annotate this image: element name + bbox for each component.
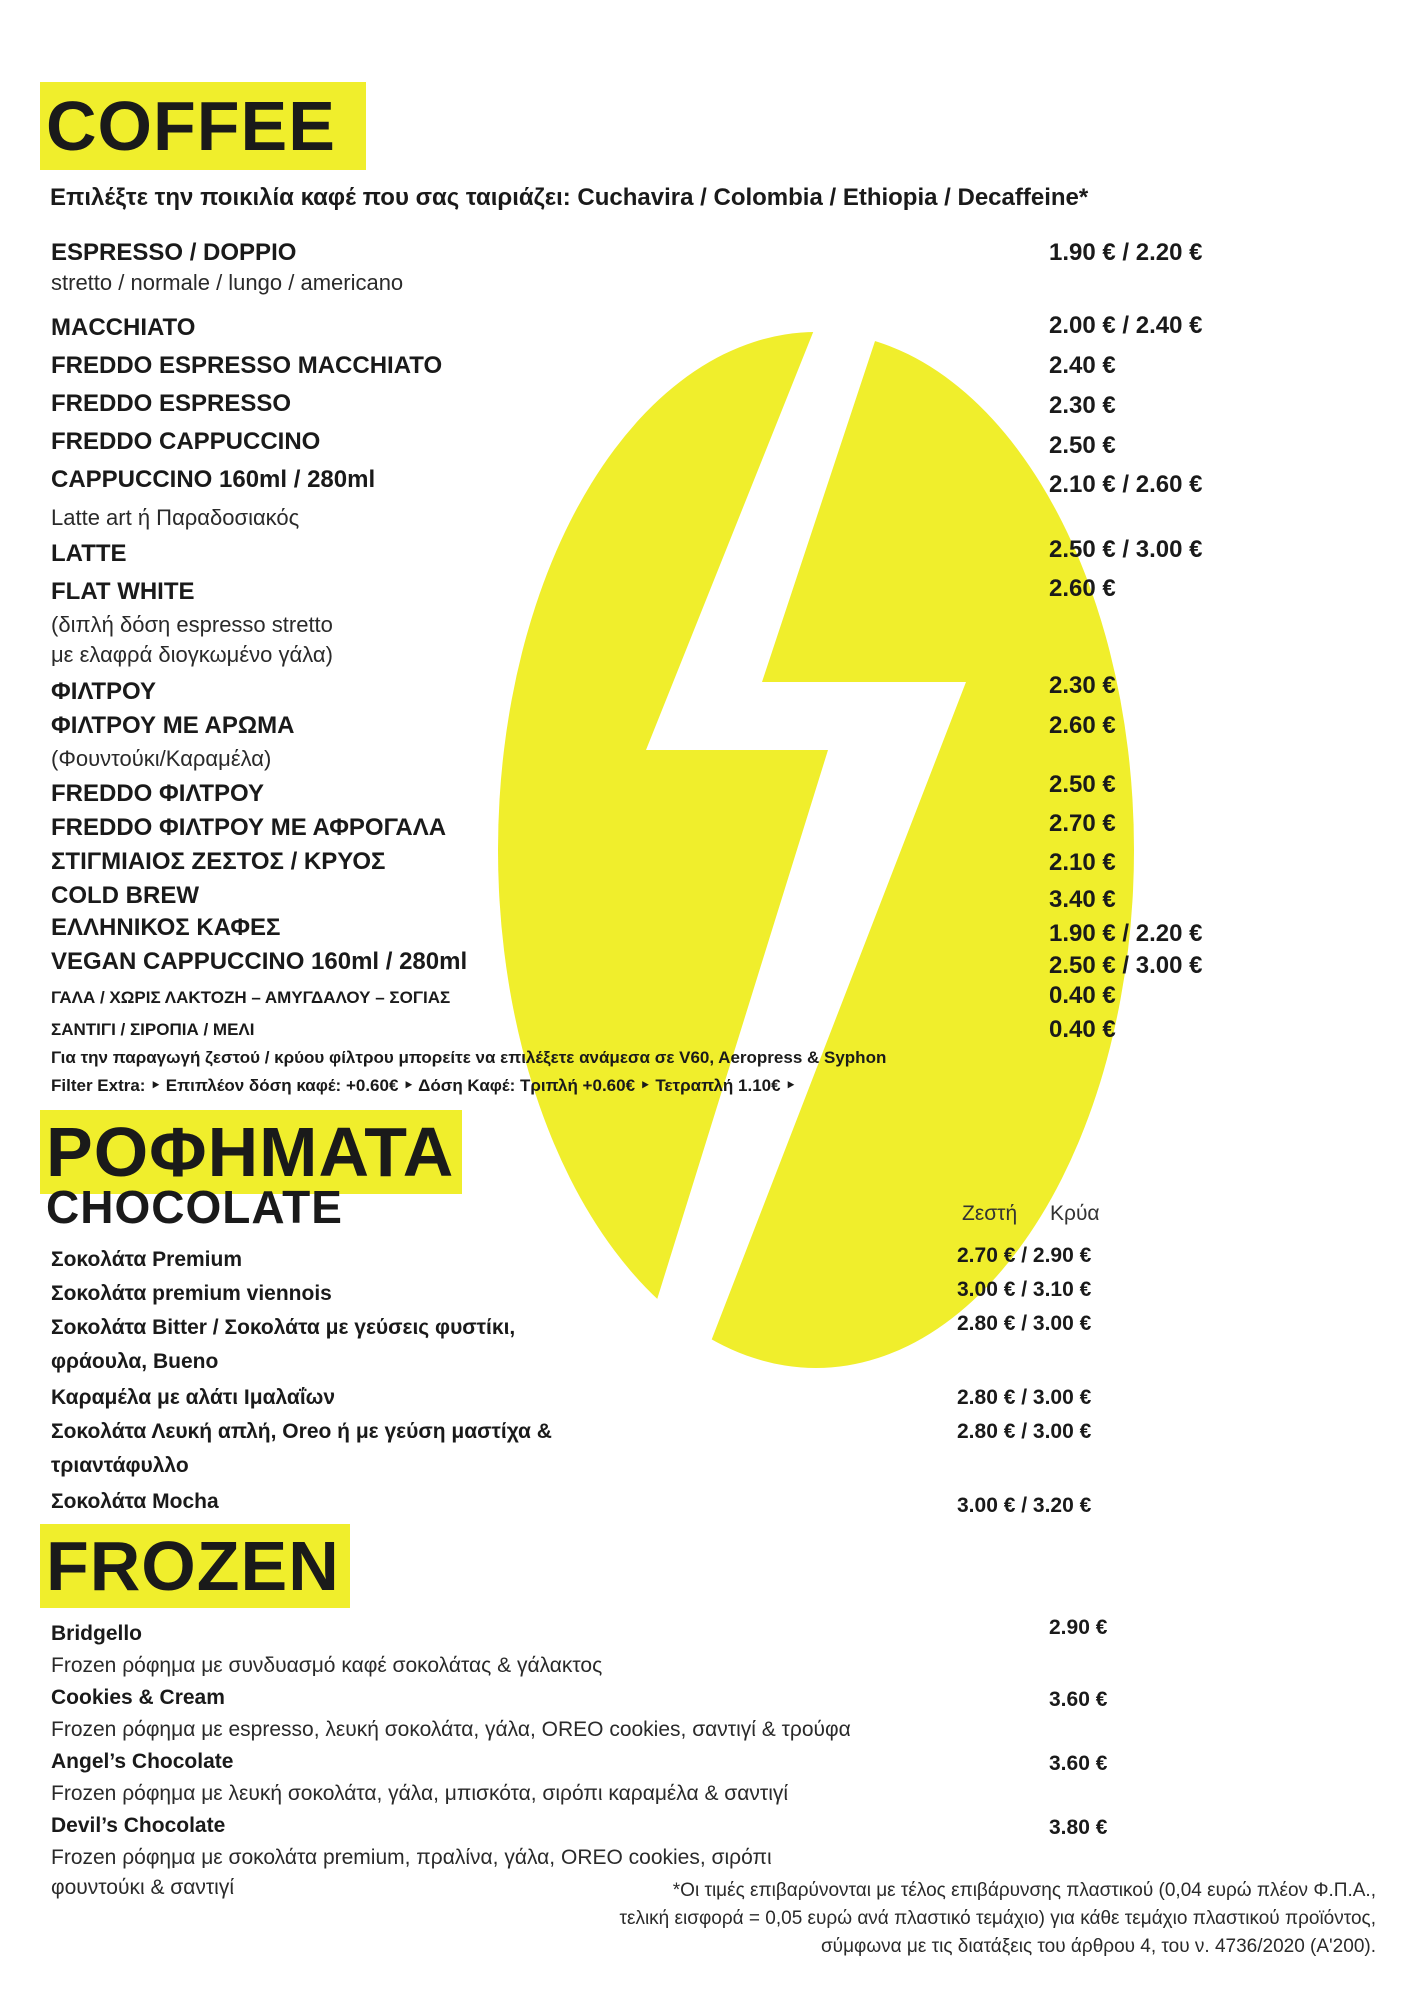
menu-item-price: 1.90 € / 2.20 €	[1049, 920, 1203, 947]
chocolate-item-name: Σοκολάτα premium viennois	[51, 1282, 332, 1305]
chocolate-item-name: Καραμέλα με αλάτι Ιμαλαΐων	[51, 1386, 336, 1409]
frozen-item-desc-cont: φουντούκι & σαντιγί	[51, 1876, 235, 1899]
frozen-item-desc: Frozen ρόφημα με espresso, λευκή σοκολάτα, γάλα, OREO cookies, σαντιγί & τρούφα	[51, 1718, 851, 1741]
menu-item-price: 0.40 €	[1049, 1016, 1116, 1043]
menu-item-name: MACCHIATO	[51, 314, 196, 341]
plastic-fee-footnote-line2: τελική εισφορά = 0,05 ευρώ ανά πλαστικό τεμάχιο) για κάθε τεμάχιο πλαστικού προϊόντος,	[619, 1908, 1376, 1929]
menu-item-name: CAPPUCCINO 160ml / 280ml	[51, 466, 376, 493]
menu-item-price: 2.50 €	[1049, 432, 1116, 459]
chocolate-subtitle: CHOCOLATE	[46, 1181, 343, 1233]
menu-item-price: 2.10 € / 2.60 €	[1049, 471, 1203, 498]
menu-item-note: stretto / normale / lungo / americano	[51, 270, 404, 295]
menu-item-name: ΣΤΙΓΜΙΑΙΟΣ ΖΕΣΤΟΣ / ΚΡΥΟΣ	[51, 848, 386, 875]
column-header-hot: Ζεστή	[962, 1202, 1018, 1225]
drinks-section-title: ΡΟΦΗΜΑΤΑ	[40, 1110, 462, 1194]
menu-item-price: 3.40 €	[1049, 886, 1116, 913]
column-header-cold: Κρύα	[1050, 1202, 1100, 1225]
chocolate-item-price: 2.80 € / 3.00 €	[957, 1386, 1092, 1409]
menu-item-price: 2.50 € / 3.00 €	[1049, 536, 1203, 563]
menu-item-price: 1.90 € / 2.20 €	[1049, 239, 1203, 266]
menu-item-name: FREDDO ESPRESSO MACCHIATO	[51, 352, 443, 379]
chocolate-item-price: 2.70 € / 2.90 €	[957, 1244, 1092, 1267]
chocolate-item-name: Σοκολάτα Bitter / Σοκολάτα με γεύσεις φυστίκι,	[51, 1316, 516, 1339]
menu-item-name: ΣΑΝΤΙΓΙ / ΣΙΡΟΠΙΑ / ΜΕΛΙ	[51, 1020, 255, 1039]
frozen-item-name: Angel’s Chocolate	[51, 1750, 234, 1773]
menu-item-price: 2.30 €	[1049, 672, 1116, 699]
menu-item-price: 2.40 €	[1049, 352, 1116, 379]
menu-item-note: (Φουντούκι/Καραμέλα)	[51, 746, 272, 771]
plastic-fee-footnote-line1: *Οι τιμές επιβαρύνονται με τέλος επιβάρυνσης πλαστικού (0,04 ευρώ πλέον Φ.Π.Α.,	[672, 1880, 1376, 1901]
plastic-fee-footnote-line3: σύμφωνα με τις διατάξεις του άρθρου 4, του ν. 4736/2020 (Α'200).	[820, 1936, 1376, 1957]
frozen-item-desc: Frozen ρόφημα με συνδυασμό καφέ σοκολάτας & γάλακτος	[51, 1654, 603, 1677]
menu-item-name: COLD BREW	[51, 882, 199, 909]
menu-item-name: FREDDO ΦΙΛΤΡΟΥ	[51, 780, 265, 807]
menu-item-price: 2.60 €	[1049, 575, 1116, 602]
frozen-section-title: FROZEN	[40, 1524, 350, 1608]
filter-extra-note: Filter Extra: ‣ Επιπλέον δόση καφέ: +0.60€ ‣ Δόση Καφέ: Τριπλή +0.60€ ‣ Τετραπλή 1.10€ ‣	[51, 1076, 797, 1095]
menu-item-note: με ελαφρά διογκωμένο γάλα)	[51, 642, 333, 667]
menu-item-note: (διπλή δόση espresso stretto	[51, 612, 333, 637]
chocolate-item-name-cont: φράουλα, Bueno	[51, 1350, 219, 1373]
menu-item-name: FREDDO ESPRESSO	[51, 390, 292, 417]
frozen-item-desc: Frozen ρόφημα με σοκολάτα premium, πραλίνα, γάλα, OREO cookies, σιρόπι	[51, 1846, 772, 1869]
menu-item-name: LATTE	[51, 540, 127, 567]
menu-item-price: 2.60 €	[1049, 712, 1116, 739]
menu-item-price: 0.40 €	[1049, 982, 1116, 1009]
menu-item-name: FLAT WHITE	[51, 578, 195, 605]
menu-item-price: 2.10 €	[1049, 849, 1116, 876]
frozen-item-name: Bridgello	[51, 1622, 143, 1645]
chocolate-item-name-cont: τριαντάφυλλο	[51, 1454, 189, 1477]
chocolate-item-name: Σοκολάτα Mocha	[51, 1490, 219, 1513]
chocolate-item-price: 2.80 € / 3.00 €	[957, 1312, 1092, 1335]
menu-item-price: 2.00 € / 2.40 €	[1049, 312, 1203, 339]
menu-item-name: ΕΛΛΗΝΙΚΟΣ ΚΑΦΕΣ	[51, 914, 281, 941]
menu-item-note: Latte art ή Παραδοσιακός	[51, 505, 300, 530]
frozen-item-price: 3.60 €	[1049, 1752, 1108, 1775]
menu-item-name: VEGAN CAPPUCCINO 160ml / 280ml	[51, 948, 468, 975]
menu-item-name: ΦΙΛΤΡΟΥ ΜΕ ΑΡΩΜΑ	[51, 712, 295, 739]
frozen-item-desc: Frozen ρόφημα με λευκή σοκολάτα, γάλα, μπισκότα, σιρόπι καραμέλα & σαντιγί	[51, 1782, 789, 1805]
filter-methods-note: Για την παραγωγή ζεστού / κρύου φίλτρου μπορείτε να επιλέξετε ανάμεσα σε V60, Aeropress & Syphon	[51, 1048, 887, 1067]
chocolate-item-price: 3.00 € / 3.20 €	[957, 1494, 1092, 1517]
coffee-varieties-subtitle: Επιλέξτε την ποικιλία καφέ που σας ταιριάζει: Cuchavira / Colombia / Ethiopia / Decaffeine*	[50, 184, 1089, 211]
menu-item-price: 2.50 € / 3.00 €	[1049, 952, 1203, 979]
frozen-item-name: Cookies & Cream	[51, 1686, 225, 1709]
frozen-item-price: 3.60 €	[1049, 1688, 1108, 1711]
menu-item-price: 2.70 €	[1049, 810, 1116, 837]
menu-item-name: FREDDO ΦΙΛΤΡΟΥ ΜΕ ΑΦΡΟΓΑΛΑ	[51, 814, 447, 841]
menu-item-name: FREDDO CAPPUCCINO	[51, 428, 321, 455]
chocolate-item-name: Σοκολάτα Λευκή απλή, Oreo ή με γεύση μαστίχα &	[51, 1420, 552, 1443]
coffee-section-title: COFFEE	[40, 82, 366, 170]
menu-item-name: ΓΑΛΑ / ΧΩΡΙΣ ΛΑΚΤΟΖΗ – ΑΜΥΓΔΑΛΟΥ – ΣΟΓΙΑΣ	[51, 988, 451, 1007]
chocolate-item-name: Σοκολάτα Premium	[51, 1248, 242, 1271]
menu-item-price: 2.50 €	[1049, 771, 1116, 798]
menu-item-name: ΦΙΛΤΡΟΥ	[51, 678, 157, 705]
menu-item-name: ESPRESSO / DOPPIO	[51, 239, 297, 266]
chocolate-item-price: 2.80 € / 3.00 €	[957, 1420, 1092, 1443]
frozen-item-price: 3.80 €	[1049, 1816, 1108, 1839]
chocolate-item-price: 3.00 € / 3.10 €	[957, 1278, 1092, 1301]
frozen-item-name: Devil’s Chocolate	[51, 1814, 226, 1837]
frozen-item-price: 2.90 €	[1049, 1616, 1108, 1639]
menu-item-price: 2.30 €	[1049, 392, 1116, 419]
